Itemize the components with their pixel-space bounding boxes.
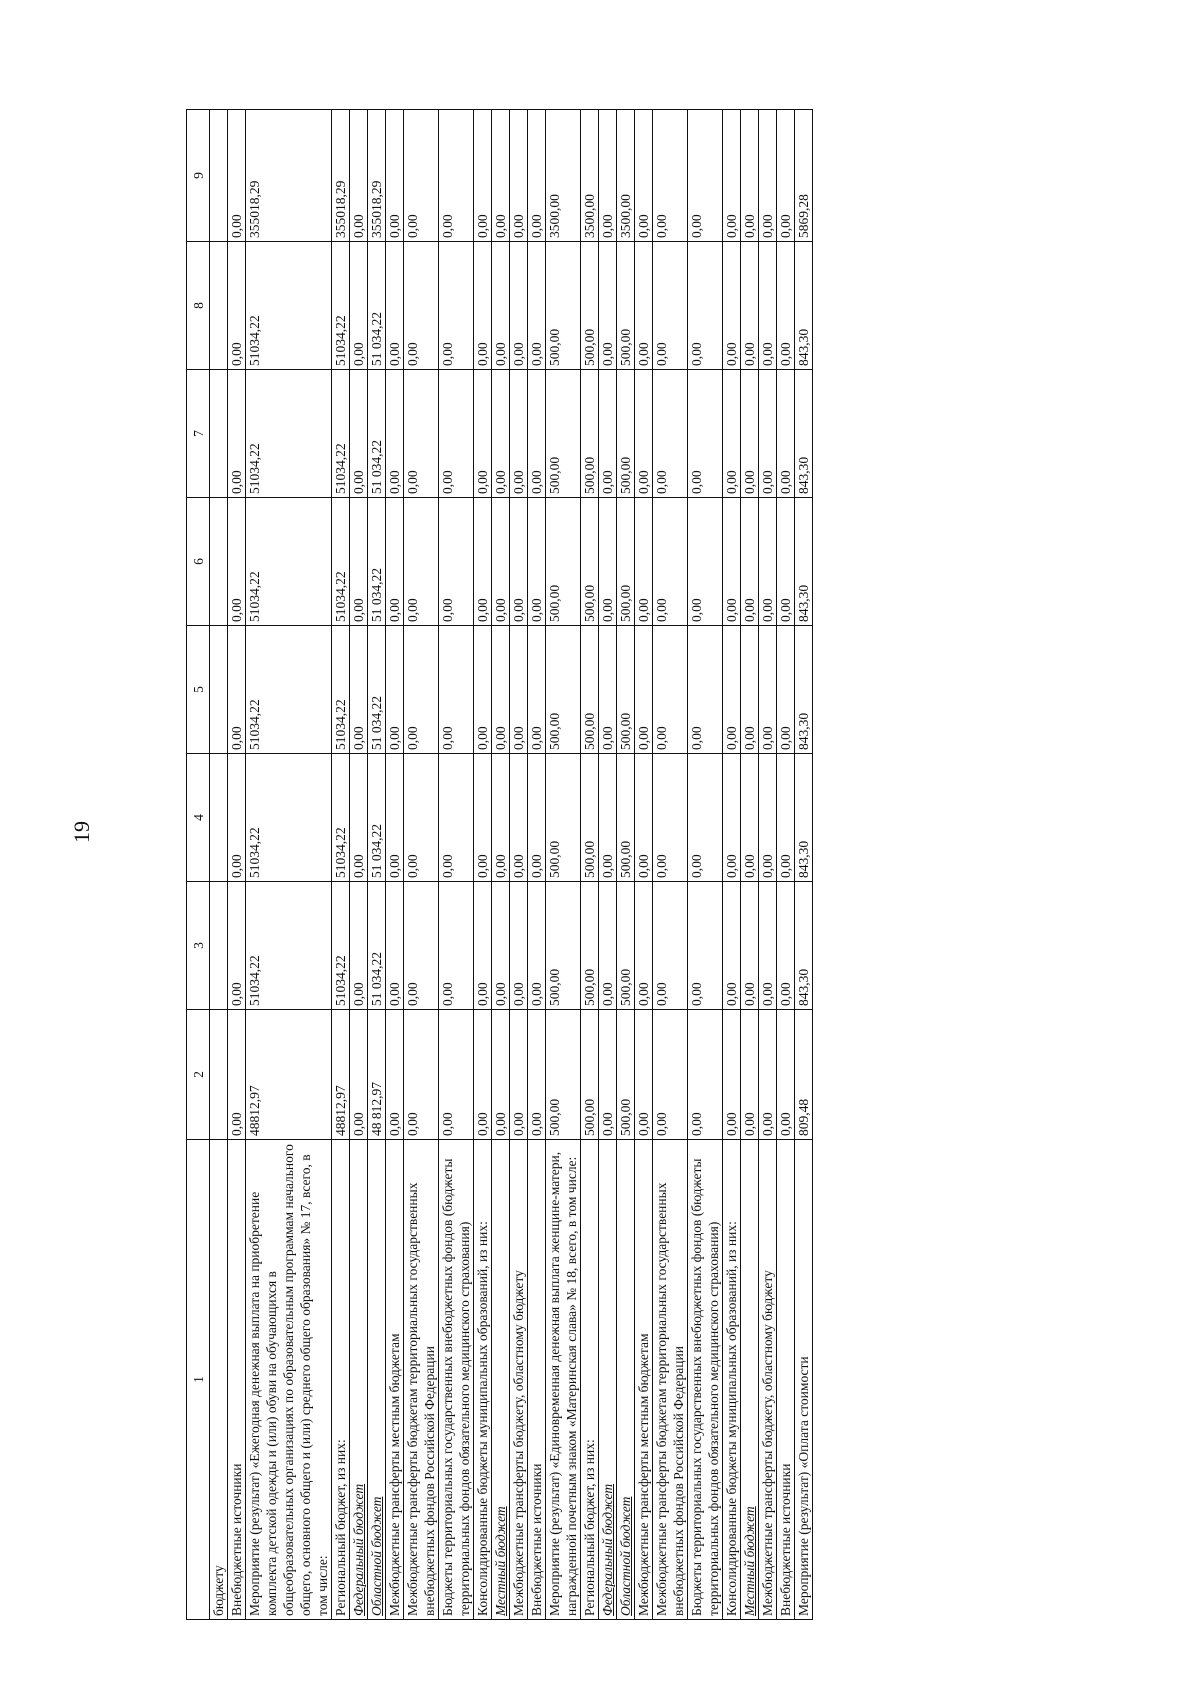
- cell-value: 500,00: [581, 498, 599, 626]
- cell-value: 0,00: [777, 882, 795, 1010]
- cell-value: 500,00: [546, 498, 581, 626]
- cell-value: 0,00: [741, 242, 759, 370]
- cell-value: [210, 110, 228, 242]
- row-label: Бюджеты территориальных государственных внебюджетных фондов (бюджеты территориальных фондов обязательного медицинского страхования): [439, 1140, 474, 1620]
- cell-value: 0,00: [741, 498, 759, 626]
- row-label: Федеральный бюджет: [599, 1140, 617, 1620]
- cell-value: 500,00: [546, 882, 581, 1010]
- row-label: Областной бюджет: [617, 1140, 635, 1620]
- cell-value: 51 034,22: [368, 242, 386, 370]
- cell-value: 0,00: [777, 754, 795, 882]
- row-label: Межбюджетные трансферты бюджетам территориальных государственных внебюджетных фондов Российской Федерации: [404, 1140, 439, 1620]
- cell-value: 0,00: [759, 370, 777, 498]
- cell-value: 0,00: [528, 370, 546, 498]
- cell-value: 843,30: [795, 242, 813, 370]
- row-label: Межбюджетные трансферты бюджетам территориальных государственных внебюджетных фондов Российской Федерации: [653, 1140, 688, 1620]
- cell-value: 0,00: [759, 754, 777, 882]
- cell-value: 0,00: [474, 498, 492, 626]
- cell-value: 0,00: [723, 754, 741, 882]
- cell-value: 0,00: [386, 754, 404, 882]
- row-label: Межбюджетные трансферты местным бюджетам: [635, 1140, 653, 1620]
- row-label: Межбюджетные трансферты бюджету, областному бюджету: [510, 1140, 528, 1620]
- cell-value: 500,00: [617, 754, 635, 882]
- cell-value: 0,00: [528, 110, 546, 242]
- row-label: Внебюджетные источники: [228, 1140, 246, 1620]
- cell-value: 0,00: [777, 370, 795, 498]
- cell-value: 51034,22: [246, 370, 332, 498]
- table-row: [492, 110, 510, 1620]
- cell-value: 51034,22: [332, 754, 350, 882]
- cell-value: 0,00: [653, 498, 688, 626]
- cell-value: 0,00: [723, 882, 741, 1010]
- cell-value: 0,00: [439, 242, 474, 370]
- column-header-6: 6: [187, 498, 210, 626]
- row-label: Региональный бюджет, из них:: [581, 1140, 599, 1620]
- cell-value: 0,00: [350, 498, 368, 626]
- cell-value: 0,00: [528, 498, 546, 626]
- cell-value: 500,00: [617, 882, 635, 1010]
- row-label: Региональный бюджет, из них:: [332, 1140, 350, 1620]
- cell-value: 0,00: [599, 626, 617, 754]
- cell-value: 0,00: [439, 754, 474, 882]
- table-row: [795, 110, 813, 1620]
- cell-value: 355018,29: [246, 110, 332, 242]
- row-label: Мероприятие (результат) «Ежегодная денежная выплата на приобретение комплекта детской одежды и (или) обуви на обучающихся в общеобразовательных организациях по образовательным программам начального общего, основного общего и (или) среднего общего образования» № 17, всего, в том числе:: [246, 1140, 332, 1620]
- table-row: [688, 110, 723, 1620]
- cell-value: 500,00: [617, 626, 635, 754]
- table-row: [510, 110, 528, 1620]
- cell-value: 0,00: [474, 370, 492, 498]
- cell-value: 0,00: [635, 754, 653, 882]
- cell-value: 0,00: [688, 370, 723, 498]
- cell-value: 0,00: [599, 754, 617, 882]
- cell-value: 0,00: [653, 110, 688, 242]
- cell-value: 48 812,97: [368, 1010, 386, 1140]
- cell-value: 0,00: [653, 370, 688, 498]
- cell-value: 500,00: [617, 242, 635, 370]
- table-row: [386, 110, 404, 1620]
- cell-value: 0,00: [653, 626, 688, 754]
- cell-value: 51 034,22: [368, 370, 386, 498]
- cell-value: 51034,22: [246, 754, 332, 882]
- cell-value: 0,00: [777, 498, 795, 626]
- cell-value: 0,00: [404, 626, 439, 754]
- cell-value: 0,00: [599, 370, 617, 498]
- cell-value: 0,00: [653, 754, 688, 882]
- column-header-3: 3: [187, 882, 210, 1010]
- column-header-8: 8: [187, 242, 210, 370]
- cell-value: 0,00: [599, 110, 617, 242]
- cell-value: 500,00: [581, 242, 599, 370]
- table-row: [474, 110, 492, 1620]
- row-label: Межбюджетные трансферты бюджету, областному бюджету: [759, 1140, 777, 1620]
- table-row: [617, 110, 635, 1620]
- table-row: [635, 110, 653, 1620]
- cell-value: 0,00: [510, 1010, 528, 1140]
- cell-value: 0,00: [350, 882, 368, 1010]
- cell-value: 51034,22: [332, 370, 350, 498]
- cell-value: 0,00: [528, 1010, 546, 1140]
- cell-value: 0,00: [528, 882, 546, 1010]
- column-header-2: 2: [187, 1010, 210, 1140]
- row-label: Внебюджетные источники: [528, 1140, 546, 1620]
- cell-value: 0,00: [688, 110, 723, 242]
- cell-value: 0,00: [528, 242, 546, 370]
- cell-value: 0,00: [635, 370, 653, 498]
- cell-value: 48812,97: [246, 1010, 332, 1140]
- row-label: Межбюджетные трансферты местным бюджетам: [386, 1140, 404, 1620]
- cell-value: 500,00: [546, 754, 581, 882]
- cell-value: 0,00: [350, 110, 368, 242]
- cell-value: 0,00: [386, 110, 404, 242]
- cell-value: 500,00: [546, 370, 581, 498]
- cell-value: 51 034,22: [368, 626, 386, 754]
- cell-value: 0,00: [741, 110, 759, 242]
- cell-value: 0,00: [386, 626, 404, 754]
- cell-value: 355018,29: [332, 110, 350, 242]
- rotated-table-container: [186, 110, 1131, 1620]
- cell-value: 0,00: [228, 110, 246, 242]
- cell-value: 0,00: [386, 1010, 404, 1140]
- cell-value: 0,00: [741, 1010, 759, 1140]
- cell-value: 51034,22: [332, 498, 350, 626]
- cell-value: 0,00: [492, 626, 510, 754]
- row-label: Консолидированные бюджеты муниципальных образований, из них:: [474, 1140, 492, 1620]
- cell-value: 0,00: [492, 370, 510, 498]
- cell-value: 0,00: [404, 882, 439, 1010]
- cell-value: 0,00: [777, 1010, 795, 1140]
- cell-value: 51 034,22: [368, 498, 386, 626]
- cell-value: 0,00: [439, 882, 474, 1010]
- cell-value: 51034,22: [246, 626, 332, 754]
- cell-value: 51034,22: [246, 498, 332, 626]
- row-label: Мероприятие (результат) «Единовременная денежная выплата женщине-матери, награжденной почетным знаком «Материнская слава» № 18, всего, в том числе:: [546, 1140, 581, 1620]
- cell-value: 0,00: [777, 110, 795, 242]
- cell-value: 0,00: [723, 626, 741, 754]
- cell-value: 0,00: [228, 882, 246, 1010]
- cell-value: 0,00: [741, 754, 759, 882]
- table-row: [546, 110, 581, 1620]
- cell-value: 0,00: [599, 882, 617, 1010]
- cell-value: 843,30: [795, 626, 813, 754]
- cell-value: 0,00: [492, 882, 510, 1010]
- cell-value: 0,00: [759, 882, 777, 1010]
- cell-value: 0,00: [492, 242, 510, 370]
- cell-value: 0,00: [599, 242, 617, 370]
- cell-value: 0,00: [653, 242, 688, 370]
- cell-value: 0,00: [404, 754, 439, 882]
- page-number: 19: [69, 821, 94, 843]
- cell-value: 0,00: [228, 242, 246, 370]
- cell-value: 500,00: [617, 498, 635, 626]
- cell-value: 843,30: [795, 370, 813, 498]
- cell-value: 0,00: [723, 110, 741, 242]
- cell-value: 0,00: [510, 626, 528, 754]
- table-row: [723, 110, 741, 1620]
- cell-value: 0,00: [228, 626, 246, 754]
- table-row: [228, 110, 246, 1620]
- cell-value: 3500,00: [581, 110, 599, 242]
- cell-value: 0,00: [386, 882, 404, 1010]
- cell-value: 0,00: [777, 242, 795, 370]
- cell-value: 0,00: [228, 498, 246, 626]
- cell-value: 0,00: [510, 498, 528, 626]
- cell-value: 0,00: [350, 754, 368, 882]
- cell-value: 0,00: [688, 1010, 723, 1140]
- cell-value: 500,00: [617, 1010, 635, 1140]
- table-header-row: [187, 110, 210, 1620]
- row-label: Областной бюджет: [368, 1140, 386, 1620]
- cell-value: 3500,00: [617, 110, 635, 242]
- row-label: Бюджеты территориальных государственных внебюджетных фондов (бюджеты территориальных фондов обязательного медицинского страхования): [688, 1140, 723, 1620]
- table-row: [599, 110, 617, 1620]
- cell-value: 0,00: [492, 1010, 510, 1140]
- cell-value: 0,00: [759, 498, 777, 626]
- cell-value: 0,00: [439, 110, 474, 242]
- cell-value: 0,00: [653, 882, 688, 1010]
- cell-value: 0,00: [492, 754, 510, 882]
- table-row: [246, 110, 332, 1620]
- cell-value: 0,00: [759, 626, 777, 754]
- cell-value: 0,00: [777, 626, 795, 754]
- cell-value: 0,00: [759, 1010, 777, 1140]
- row-label: Местный бюджет: [492, 1140, 510, 1620]
- cell-value: 0,00: [653, 1010, 688, 1140]
- row-label: Внебюджетные источники: [777, 1140, 795, 1620]
- table-row: [350, 110, 368, 1620]
- table-row: [759, 110, 777, 1620]
- cell-value: 500,00: [581, 882, 599, 1010]
- cell-value: 500,00: [546, 626, 581, 754]
- cell-value: 809,48: [795, 1010, 813, 1140]
- cell-value: 0,00: [386, 498, 404, 626]
- cell-value: 0,00: [350, 626, 368, 754]
- table-row: [528, 110, 546, 1620]
- table-row: [210, 110, 228, 1620]
- cell-value: 0,00: [404, 242, 439, 370]
- cell-value: 51034,22: [332, 242, 350, 370]
- cell-value: 0,00: [474, 242, 492, 370]
- cell-value: 0,00: [528, 626, 546, 754]
- cell-value: [210, 754, 228, 882]
- cell-value: 0,00: [723, 498, 741, 626]
- cell-value: 0,00: [599, 498, 617, 626]
- cell-value: [210, 370, 228, 498]
- cell-value: 48812,97: [332, 1010, 350, 1140]
- cell-value: 0,00: [404, 1010, 439, 1140]
- cell-value: 843,30: [795, 882, 813, 1010]
- cell-value: 355018,29: [368, 110, 386, 242]
- cell-value: 0,00: [635, 498, 653, 626]
- cell-value: 0,00: [688, 242, 723, 370]
- table-row: [741, 110, 759, 1620]
- cell-value: [210, 242, 228, 370]
- cell-value: 51034,22: [246, 242, 332, 370]
- table-row: [439, 110, 474, 1620]
- cell-value: 0,00: [439, 498, 474, 626]
- cell-value: 500,00: [581, 626, 599, 754]
- cell-value: 0,00: [439, 370, 474, 498]
- cell-value: [210, 882, 228, 1010]
- cell-value: 0,00: [386, 370, 404, 498]
- cell-value: 0,00: [723, 1010, 741, 1140]
- cell-value: 0,00: [635, 1010, 653, 1140]
- cell-value: 0,00: [688, 754, 723, 882]
- cell-value: 0,00: [688, 498, 723, 626]
- cell-value: 51034,22: [246, 882, 332, 1010]
- cell-value: 500,00: [581, 754, 599, 882]
- cell-value: 0,00: [741, 370, 759, 498]
- cell-value: 0,00: [635, 626, 653, 754]
- cell-value: 0,00: [510, 882, 528, 1010]
- cell-value: 0,00: [474, 754, 492, 882]
- cell-value: 0,00: [510, 242, 528, 370]
- cell-value: 0,00: [439, 1010, 474, 1140]
- cell-value: 51034,22: [332, 882, 350, 1010]
- row-label: бюджету: [210, 1140, 228, 1620]
- cell-value: 0,00: [510, 110, 528, 242]
- cell-value: 0,00: [510, 370, 528, 498]
- table-row: [581, 110, 599, 1620]
- cell-value: 0,00: [350, 1010, 368, 1140]
- table-row: [777, 110, 795, 1620]
- cell-value: 0,00: [474, 882, 492, 1010]
- cell-value: 500,00: [581, 370, 599, 498]
- cell-value: 0,00: [688, 626, 723, 754]
- cell-value: 0,00: [474, 626, 492, 754]
- cell-value: 0,00: [528, 754, 546, 882]
- cell-value: 500,00: [617, 370, 635, 498]
- table-row: [368, 110, 386, 1620]
- cell-value: 843,30: [795, 754, 813, 882]
- cell-value: 51034,22: [332, 626, 350, 754]
- budget-table: [186, 109, 813, 1620]
- column-header-1: 1: [187, 1140, 210, 1620]
- cell-value: 0,00: [474, 110, 492, 242]
- cell-value: 0,00: [741, 626, 759, 754]
- row-label: Мероприятие (результат) «Оплата стоимости: [795, 1140, 813, 1620]
- table-row: [332, 110, 350, 1620]
- cell-value: 0,00: [228, 754, 246, 882]
- cell-value: [210, 498, 228, 626]
- cell-value: [210, 1010, 228, 1140]
- cell-value: 0,00: [474, 1010, 492, 1140]
- cell-value: 500,00: [581, 1010, 599, 1140]
- cell-value: 0,00: [723, 370, 741, 498]
- cell-value: 0,00: [635, 882, 653, 1010]
- cell-value: 0,00: [386, 242, 404, 370]
- cell-value: 51 034,22: [368, 754, 386, 882]
- cell-value: 0,00: [510, 754, 528, 882]
- cell-value: 0,00: [688, 882, 723, 1010]
- cell-value: 0,00: [599, 1010, 617, 1140]
- column-header-7: 7: [187, 370, 210, 498]
- row-label: Местный бюджет: [741, 1140, 759, 1620]
- cell-value: 0,00: [759, 242, 777, 370]
- cell-value: 0,00: [404, 370, 439, 498]
- row-label: Федеральный бюджет: [350, 1140, 368, 1620]
- table-row: [404, 110, 439, 1620]
- table-body: [210, 110, 813, 1620]
- row-label: Консолидированные бюджеты муниципальных образований, из них:: [723, 1140, 741, 1620]
- cell-value: [210, 626, 228, 754]
- cell-value: 0,00: [228, 1010, 246, 1140]
- column-header-5: 5: [187, 626, 210, 754]
- cell-value: 0,00: [492, 498, 510, 626]
- column-header-4: 4: [187, 754, 210, 882]
- cell-value: 0,00: [492, 110, 510, 242]
- cell-value: 0,00: [228, 370, 246, 498]
- cell-value: 0,00: [350, 242, 368, 370]
- column-header-9: 9: [187, 110, 210, 242]
- cell-value: 0,00: [635, 242, 653, 370]
- cell-value: 500,00: [546, 1010, 581, 1140]
- cell-value: 5869,28: [795, 110, 813, 242]
- cell-value: 0,00: [439, 626, 474, 754]
- cell-value: 0,00: [741, 882, 759, 1010]
- cell-value: 51 034,22: [368, 882, 386, 1010]
- cell-value: 0,00: [350, 370, 368, 498]
- cell-value: 0,00: [759, 110, 777, 242]
- cell-value: 0,00: [404, 110, 439, 242]
- cell-value: 3500,00: [546, 110, 581, 242]
- cell-value: 0,00: [723, 242, 741, 370]
- cell-value: 0,00: [635, 110, 653, 242]
- cell-value: 500,00: [546, 242, 581, 370]
- cell-value: 843,30: [795, 498, 813, 626]
- cell-value: 0,00: [404, 498, 439, 626]
- table-row: [653, 110, 688, 1620]
